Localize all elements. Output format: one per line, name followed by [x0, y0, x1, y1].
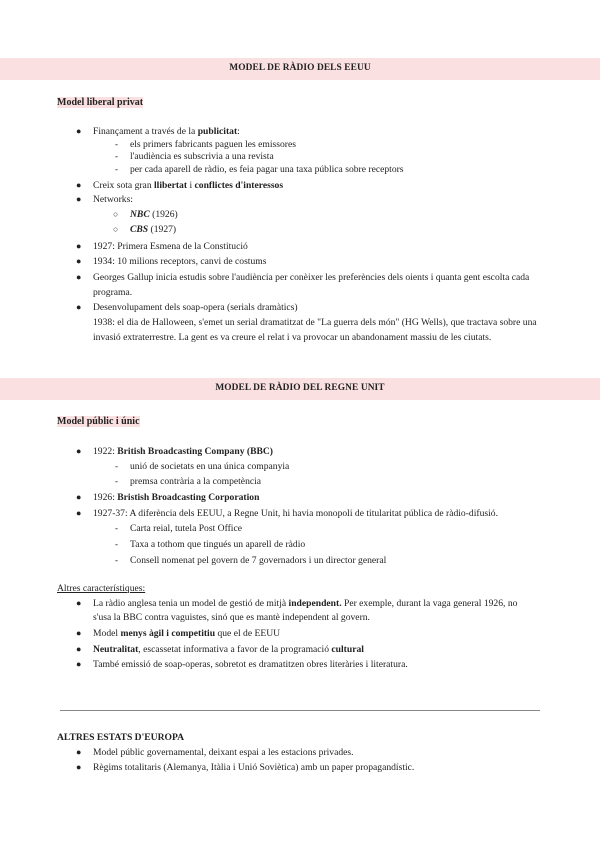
uk-other-features [0, 583, 600, 672]
usa-list [0, 126, 600, 344]
dash-icon: - [115, 151, 118, 162]
uk-subtitle: Model públic i únic [57, 416, 140, 427]
list-item: ● 1926: Bristish Broadcasting Corporation [76, 492, 260, 504]
bullet-icon: ● [76, 302, 82, 313]
list-item: ● També emissió de soap-operas, sobretot es dramatitzen obres literàries i literatura. [76, 659, 408, 671]
list-item: ● Model públic governamental, deixant espai a les estacions privades. [76, 746, 354, 758]
bullet-icon: ● [76, 492, 82, 503]
bullet-icon: ● [76, 597, 82, 608]
bullet-icon: ● [76, 126, 82, 136]
circle-icon: ○ [113, 209, 119, 220]
bullet-icon: ● [76, 179, 82, 190]
list-item: - l'audiència es subscrivia a una revista [115, 151, 274, 163]
list-item-note: invasió extraterrestre. La gent es va creure el relat i va provocar un abandonament massiu de les ciutats. [93, 331, 492, 343]
list-item: - Carta reial, tutela Post Office [115, 523, 242, 535]
list-item: - premsa contrària a la competència [115, 476, 262, 488]
uk-section-title: MODEL DE RÀDIO DEL REGNE UNIT [0, 378, 600, 400]
list-item: ○ CBS (1927) [113, 223, 177, 235]
dash-icon: - [115, 138, 118, 149]
bullet-icon: ● [76, 240, 82, 251]
list-item: - Taxa a tothom que tingués un aparell de ràdio [115, 539, 306, 551]
bullet-icon: ● [76, 256, 82, 267]
bullet-icon: ● [76, 762, 82, 773]
list-item: ● Creix sota gran llibertat i conflictes d'interessos [76, 179, 284, 191]
list-item: - els primers fabricants paguen les emissores [115, 138, 296, 150]
bullet-icon: ● [76, 659, 82, 670]
list-item: ● Neutralitat, escassetat informativa a favor de la programació cultural [76, 643, 364, 655]
list-item: ● Finançament a través de la publicitat: [76, 126, 240, 137]
list-item: ● Règims totalitaris (Alemanya, Itàlia i Unió Soviètica) amb un paper propagandístic. [76, 762, 415, 774]
list-item: ○ NBC (1926) [113, 209, 178, 221]
europe-section [0, 732, 600, 775]
bullet-icon: ● [76, 194, 82, 205]
bullet-icon: ● [76, 507, 82, 518]
europe-section-title: ALTRES ESTATS D'EUROPA [57, 732, 185, 743]
dash-icon: - [115, 476, 118, 487]
list-item: ● 1922: British Broadcasting Company (BBC) [76, 446, 274, 457]
bullet-icon: ● [76, 271, 82, 282]
bullet-icon: ● [76, 746, 82, 757]
list-item-continuation: programa. [93, 286, 133, 298]
dash-icon: - [115, 460, 118, 471]
list-item: ● Networks: [76, 194, 133, 206]
list-item: ● La ràdio anglesa tenia un model de gestió de mitjà independent. Per exemple, durant la vaga general 1926, no [76, 597, 518, 609]
list-item-note: 1938: el dia de Halloween, s'emet un serial dramatitzat de "La guerra dels món" (HG Wells), que tractava sobre una [93, 316, 537, 328]
list-item: ● 1934: 10 milions receptors, canvi de costums [76, 256, 267, 268]
list-item-continuation: s'usa la BBC contra vaguistes, sinó que es mantè independent al govern. [93, 612, 370, 624]
list-item: ● Georges Gallup inicia estudis sobre l'audiència per conèixer les preferències dels oients i quanta gent escolta cada [76, 271, 530, 283]
dash-icon: - [115, 539, 118, 550]
list-item: ● Desenvolupament dels soap-opera (serials dramàtics) [76, 302, 298, 314]
list-item: ● Model menys àgil i competitiu que el de EEUU [76, 628, 281, 640]
dash-icon: - [115, 523, 118, 534]
dash-icon: - [115, 164, 118, 175]
other-features-heading: Altres característiques: [57, 583, 146, 594]
section-divider [60, 710, 540, 711]
bullet-icon: ● [76, 446, 82, 456]
bullet-icon: ● [76, 643, 82, 654]
list-item: ● 1927: Primera Esmena de la Constitució [76, 240, 248, 252]
usa-section-title: MODEL DE RÀDIO DELS EEUU [0, 58, 600, 80]
usa-subtitle: Model liberal privat [57, 97, 144, 108]
list-item: - unió de societats en una única companyia [115, 460, 290, 472]
list-item: ● 1927-37: A diferència dels EEUU, a Regne Unit, hi havia monopoli de titularitat pública de ràdio-difusió. [76, 507, 498, 519]
circle-icon: ○ [113, 223, 119, 234]
bullet-icon: ● [76, 628, 82, 639]
list-item: - per cada aparell de ràdio, es feia pagar una taxa pública sobre receptors [115, 164, 404, 176]
list-item: - Consell nomenat pel govern de 7 governadors i un director general [115, 554, 387, 566]
dash-icon: - [115, 554, 118, 565]
uk-list [0, 446, 600, 568]
